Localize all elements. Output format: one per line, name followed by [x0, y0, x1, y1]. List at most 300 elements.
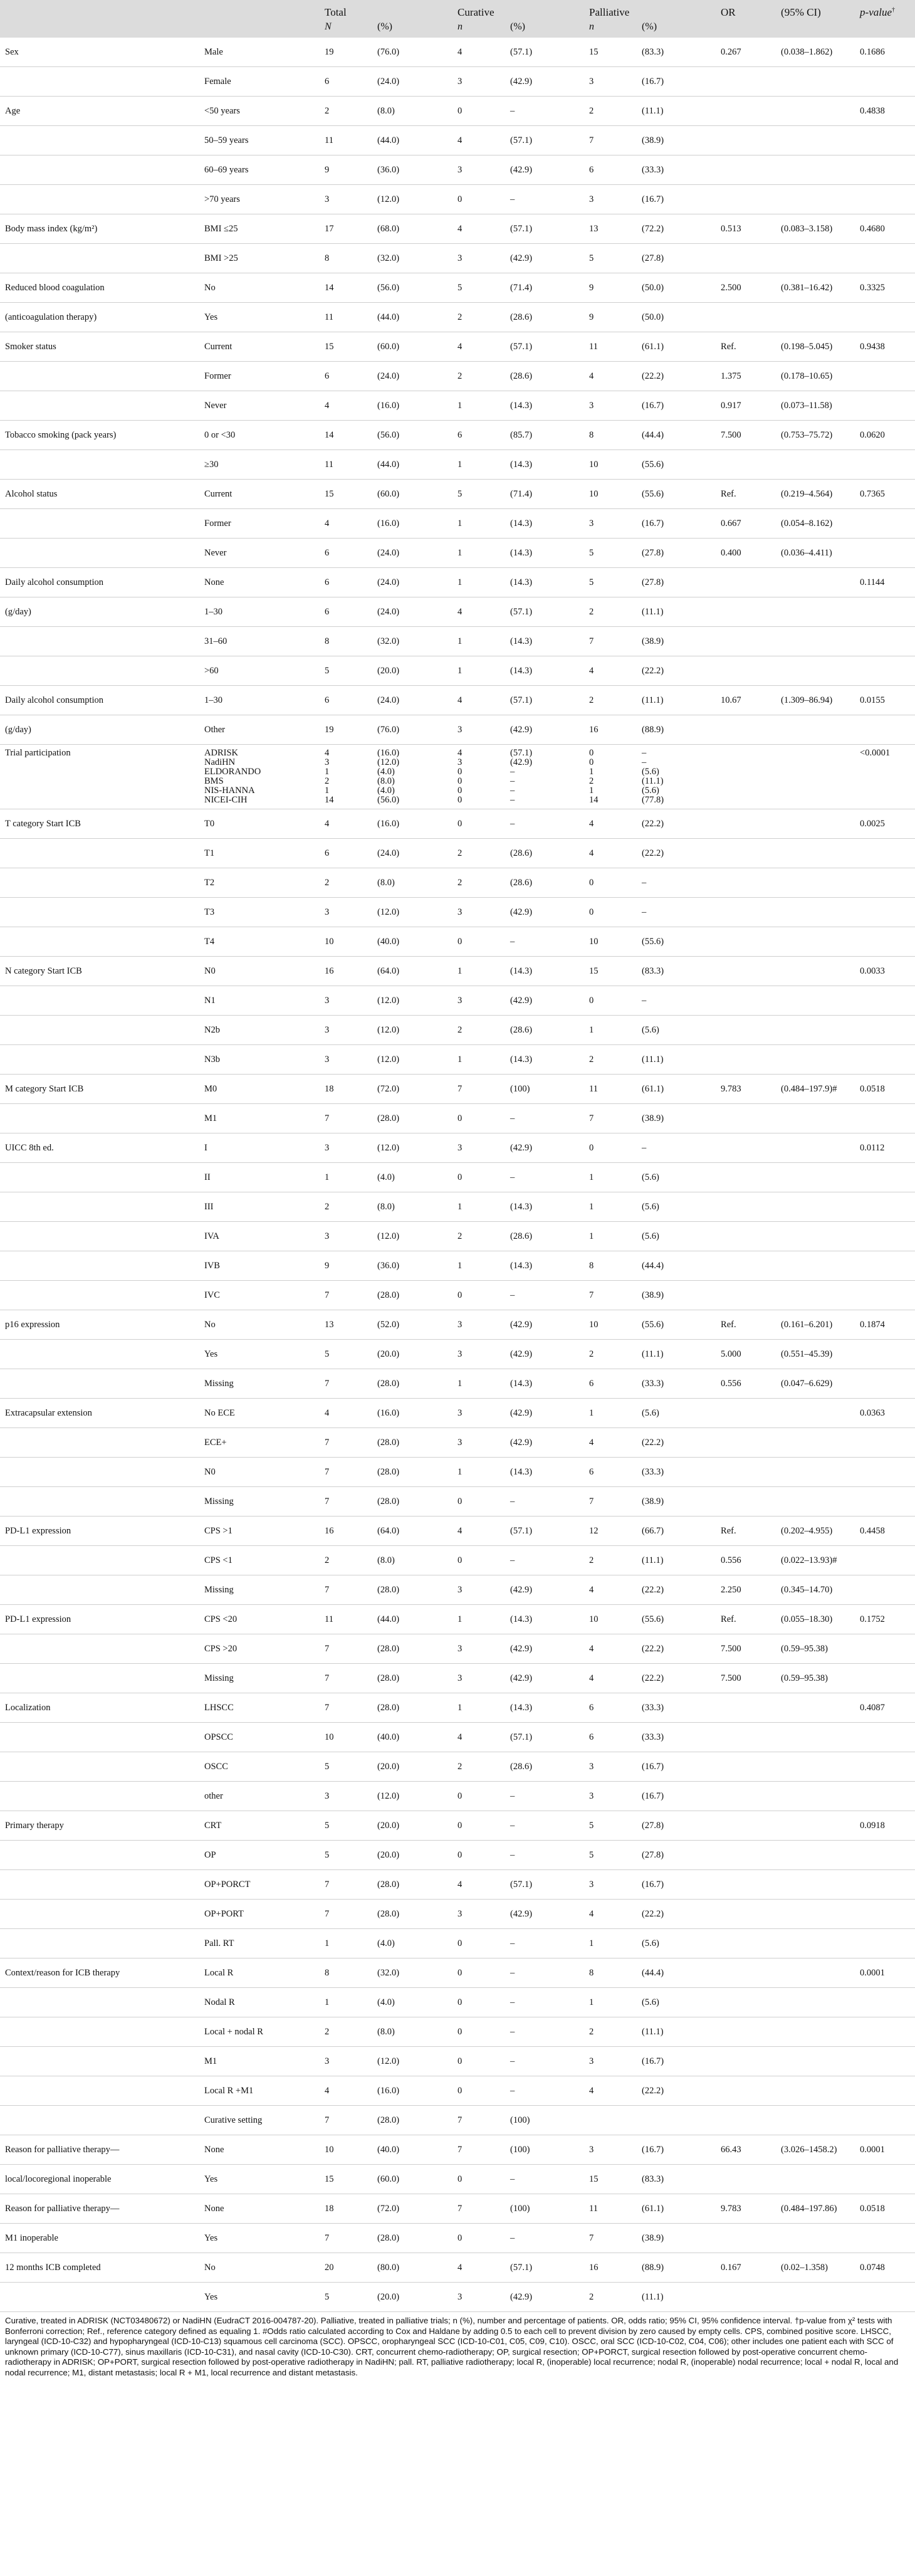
palliative-pct-cell: (22.2): [637, 1428, 716, 1458]
ci-cell: [776, 957, 855, 986]
total-n-cell: 7: [320, 1487, 372, 1517]
ci-cell: (0.202–4.955): [776, 1517, 855, 1546]
palliative-n-cell: 3: [584, 1782, 637, 1811]
total-n-cell: 4: [320, 809, 372, 839]
variable-cell: [0, 1104, 199, 1133]
ci-cell: (0.047–6.629): [776, 1369, 855, 1399]
ci-cell: (0.753–75.72): [776, 421, 855, 450]
palliative-pct-cell: (5.6): [637, 1222, 716, 1251]
palliative-pct-cell: (44.4): [637, 1958, 716, 1988]
total-n-cell: 7: [320, 2224, 372, 2253]
variable-cell: [0, 1251, 199, 1281]
stacked-value: 0: [457, 776, 463, 786]
variable-cell: Trial participation: [0, 745, 199, 809]
variable-cell: [0, 2017, 199, 2047]
total-n-cell: 14: [320, 421, 372, 450]
table-row: [0, 450, 915, 480]
palliative-pct-cell: (11.1): [637, 1045, 716, 1075]
variable-cell: p16 expression: [0, 1310, 199, 1340]
category-cell: CPS <1: [199, 1546, 320, 1575]
total-n-cell: 16: [320, 1517, 372, 1546]
variable-cell: [0, 1369, 199, 1399]
ci-cell: [776, 1487, 855, 1517]
curative-pct-cell: (28.6): [505, 839, 584, 868]
p-value-cell: [855, 450, 915, 480]
curative-n-cell: 2: [452, 1016, 505, 1045]
ci-cell: [776, 1281, 855, 1310]
ci-cell: (0.022–13.93)#: [776, 1546, 855, 1575]
odds-ratio-cell: 0.917: [716, 391, 776, 421]
variable-cell: [0, 1192, 199, 1222]
palliative-pct-cell: (16.7): [637, 1752, 716, 1782]
stacked-value: 4: [325, 748, 330, 758]
category-cell: None: [199, 2194, 320, 2224]
palliative-n-cell: 6: [584, 1723, 637, 1752]
curative-pct-cell: (14.3): [505, 1251, 584, 1281]
category-cell: Never: [199, 539, 320, 568]
header-or: OR: [716, 0, 776, 20]
variable-cell: [0, 1841, 199, 1870]
table-header: [0, 0, 915, 38]
curative-pct-cell: –: [505, 2047, 584, 2076]
palliative-pct-cell: (5.6): [637, 1192, 716, 1222]
p-value-cell: 0.0748: [855, 2253, 915, 2283]
ci-cell: [776, 1045, 855, 1075]
category-cell: T1: [199, 839, 320, 868]
total-pct-cell: (32.0): [372, 627, 452, 656]
ci-cell: [776, 2047, 855, 2076]
palliative-pct-cell: (22.2): [637, 1664, 716, 1693]
table-row: [0, 2135, 915, 2165]
category-cell: I: [199, 1133, 320, 1163]
p-value-cell: [855, 597, 915, 627]
odds-ratio-cell: [716, 1752, 776, 1782]
table-row: [0, 391, 915, 421]
ci-cell: [776, 450, 855, 480]
variable-cell: local/locoregional inoperable: [0, 2165, 199, 2194]
total-pct-cell: (76.0): [372, 715, 452, 745]
palliative-n-cell: 4: [584, 809, 637, 839]
curative-pct-cell: (28.6): [505, 1016, 584, 1045]
odds-ratio-cell: [716, 303, 776, 332]
table-row: [0, 1458, 915, 1487]
odds-ratio-cell: [716, 2224, 776, 2253]
variable-cell: PD-L1 expression: [0, 1605, 199, 1634]
ci-cell: [776, 898, 855, 927]
stacked-value: (77.8): [642, 795, 664, 805]
stacked-value: (5.6): [642, 767, 659, 777]
total-pct-cell: (8.0): [372, 2017, 452, 2047]
curative-n-cell: 3: [452, 244, 505, 273]
total-n-cell: 7: [320, 1634, 372, 1664]
ci-cell: [776, 244, 855, 273]
category-cell: Current: [199, 332, 320, 362]
palliative-n-cell: 6: [584, 1693, 637, 1723]
ci-cell: (3.026–1458.2): [776, 2135, 855, 2165]
category-cell: BMI ≤25: [199, 214, 320, 244]
total-pct-cell: (32.0): [372, 244, 452, 273]
palliative-n-cell: 6: [584, 155, 637, 185]
curative-n-cell: 1: [452, 568, 505, 597]
curative-n-cell: 0: [452, 1104, 505, 1133]
ci-cell: (0.038–1.862): [776, 38, 855, 67]
table-row: [0, 38, 915, 67]
curative-pct-cell: [505, 745, 584, 809]
palliative-pct-cell: (22.2): [637, 1900, 716, 1929]
variable-cell: [0, 839, 199, 868]
total-n-cell: 9: [320, 155, 372, 185]
or-blank: [716, 745, 776, 809]
curative-n-cell: 1: [452, 627, 505, 656]
category-cell: Curative setting: [199, 2106, 320, 2135]
ci-cell: [776, 715, 855, 745]
total-pct-cell: (28.0): [372, 1693, 452, 1723]
odds-ratio-cell: 0.667: [716, 509, 776, 539]
odds-ratio-cell: [716, 656, 776, 686]
curative-n-cell: 0: [452, 1281, 505, 1310]
palliative-pct-cell: (83.3): [637, 38, 716, 67]
total-n-cell: [320, 745, 372, 809]
odds-ratio-cell: [716, 2017, 776, 2047]
palliative-pct-cell: (55.6): [637, 927, 716, 957]
curative-pct-cell: –: [505, 97, 584, 126]
variable-cell: [0, 1340, 199, 1369]
variable-cell: [0, 2047, 199, 2076]
ci-cell: [776, 1693, 855, 1723]
palliative-pct-cell: (5.6): [637, 1399, 716, 1428]
curative-n-cell: 1: [452, 1458, 505, 1487]
total-pct-cell: (16.0): [372, 391, 452, 421]
p-value-cell: [855, 868, 915, 898]
table-row: [0, 1310, 915, 1340]
curative-n-cell: 3: [452, 1133, 505, 1163]
odds-ratio-cell: [716, 1693, 776, 1723]
total-pct-cell: (24.0): [372, 597, 452, 627]
table-row: [0, 1369, 915, 1399]
table-row: [0, 214, 915, 244]
category-cell: II: [199, 1163, 320, 1192]
p-value-cell: [855, 1163, 915, 1192]
curative-pct-cell: (42.9): [505, 1575, 584, 1605]
ci-cell: [776, 1399, 855, 1428]
palliative-n-cell: 10: [584, 480, 637, 509]
table-row: [0, 97, 915, 126]
p-value-cell: [855, 1723, 915, 1752]
total-n-cell: 16: [320, 957, 372, 986]
palliative-n-cell: 1: [584, 1929, 637, 1958]
curative-pct-cell: (57.1): [505, 214, 584, 244]
total-n-cell: 2: [320, 1546, 372, 1575]
p-value-cell: [855, 1487, 915, 1517]
table-row: [0, 126, 915, 155]
category-cell: Former: [199, 509, 320, 539]
category-cell: Local R: [199, 1958, 320, 1988]
total-n-cell: 3: [320, 1016, 372, 1045]
palliative-pct-cell: (22.2): [637, 1634, 716, 1664]
palliative-n-cell: 10: [584, 1310, 637, 1340]
palliative-pct-cell: (27.8): [637, 568, 716, 597]
palliative-n-cell: 4: [584, 1664, 637, 1693]
stacked-value: 14: [589, 795, 599, 805]
palliative-pct-cell: (33.3): [637, 1458, 716, 1487]
palliative-pct-cell: (5.6): [637, 1163, 716, 1192]
palliative-n-cell: 1: [584, 1192, 637, 1222]
palliative-n-cell: 1: [584, 1399, 637, 1428]
total-n-cell: 1: [320, 1988, 372, 2017]
p-value-cell: [855, 1929, 915, 1958]
category-cell: IVC: [199, 1281, 320, 1310]
total-n-cell: 5: [320, 2283, 372, 2312]
stacked-value: 4: [457, 748, 463, 758]
p-value-cell: [855, 1340, 915, 1369]
p-value-cell: [855, 539, 915, 568]
curative-n-cell: 4: [452, 597, 505, 627]
curative-n-cell: 5: [452, 480, 505, 509]
odds-ratio-cell: Ref.: [716, 1517, 776, 1546]
category-cell: Male: [199, 38, 320, 67]
palliative-n-cell: 5: [584, 1811, 637, 1841]
palliative-n-cell: 1: [584, 1016, 637, 1045]
ci-cell: [776, 2224, 855, 2253]
total-n-cell: 6: [320, 362, 372, 391]
p-value-cell: [855, 126, 915, 155]
category-cell: Other: [199, 715, 320, 745]
palliative-n-cell: 11: [584, 332, 637, 362]
ci-cell: (0.02–1.358): [776, 2253, 855, 2283]
palliative-n-cell: 4: [584, 839, 637, 868]
total-pct-cell: (16.0): [372, 2076, 452, 2106]
total-pct-cell: (64.0): [372, 957, 452, 986]
p-value-cell: [855, 1428, 915, 1458]
odds-ratio-cell: [716, 1870, 776, 1900]
odds-ratio-cell: [716, 1163, 776, 1192]
variable-cell: [0, 898, 199, 927]
variable-cell: Daily alcohol consumption: [0, 686, 199, 715]
total-pct-cell: (56.0): [372, 273, 452, 303]
ci-cell: [776, 155, 855, 185]
palliative-n-cell: 8: [584, 1958, 637, 1988]
curative-pct-cell: (14.3): [505, 391, 584, 421]
palliative-pct-cell: (16.7): [637, 2047, 716, 2076]
table-row: [0, 1693, 915, 1723]
palliative-n-cell: 7: [584, 627, 637, 656]
curative-pct-cell: (42.9): [505, 715, 584, 745]
p-value-cell: 0.0001: [855, 2135, 915, 2165]
p-value-cell: [855, 898, 915, 927]
odds-ratio-cell: [716, 1929, 776, 1958]
variable-cell: Age: [0, 97, 199, 126]
odds-ratio-cell: [716, 1104, 776, 1133]
header-pct-curative: (%): [505, 20, 584, 38]
curative-pct-cell: (14.3): [505, 656, 584, 686]
palliative-pct-cell: (33.3): [637, 1723, 716, 1752]
odds-ratio-cell: [716, 1428, 776, 1458]
curative-pct-cell: (57.1): [505, 1870, 584, 1900]
palliative-pct-cell: (22.2): [637, 839, 716, 868]
table-row: [0, 185, 915, 214]
curative-pct-cell: –: [505, 1929, 584, 1958]
total-n-cell: 10: [320, 927, 372, 957]
curative-n-cell: 7: [452, 2194, 505, 2224]
table-row: [0, 1958, 915, 1988]
variable-cell: Tobacco smoking (pack years): [0, 421, 199, 450]
curative-n-cell: 0: [452, 2047, 505, 2076]
variable-cell: [0, 656, 199, 686]
curative-n-cell: 1: [452, 1192, 505, 1222]
curative-n-cell: 2: [452, 362, 505, 391]
variable-cell: Daily alcohol consumption: [0, 568, 199, 597]
palliative-pct-cell: (88.9): [637, 715, 716, 745]
stacked-value: 2: [589, 776, 594, 786]
curative-pct-cell: –: [505, 1811, 584, 1841]
ci-cell: [776, 839, 855, 868]
variable-cell: [0, 1458, 199, 1487]
total-pct-cell: (28.0): [372, 1900, 452, 1929]
ci-cell: [776, 1900, 855, 1929]
variable-cell: [0, 986, 199, 1016]
stacked-value: ELDORANDO: [204, 767, 261, 777]
category-cell: Yes: [199, 2283, 320, 2312]
curative-n-cell: 0: [452, 2076, 505, 2106]
total-pct-cell: (24.0): [372, 539, 452, 568]
palliative-pct-cell: (55.6): [637, 450, 716, 480]
total-n-cell: 11: [320, 126, 372, 155]
palliative-pct-cell: (55.6): [637, 480, 716, 509]
total-n-cell: 3: [320, 1133, 372, 1163]
curative-n-cell: 1: [452, 656, 505, 686]
total-n-cell: 18: [320, 1075, 372, 1104]
palliative-n-cell: 9: [584, 303, 637, 332]
total-pct-cell: (4.0): [372, 1988, 452, 2017]
total-n-cell: 7: [320, 1693, 372, 1723]
category-cell: ≥30: [199, 450, 320, 480]
ci-cell: [776, 809, 855, 839]
total-n-cell: 2: [320, 97, 372, 126]
p-value-cell: 0.0001: [855, 1958, 915, 1988]
category-cell: Local + nodal R: [199, 2017, 320, 2047]
total-pct-cell: (68.0): [372, 214, 452, 244]
palliative-n-cell: 2: [584, 97, 637, 126]
p-value-cell: [855, 1281, 915, 1310]
variable-cell: [0, 1546, 199, 1575]
header-blank: [776, 20, 855, 38]
palliative-n-cell: 13: [584, 214, 637, 244]
curative-pct-cell: (42.9): [505, 1133, 584, 1163]
table-row: [0, 2106, 915, 2135]
total-n-cell: 6: [320, 839, 372, 868]
header-pvalue-label: p-value†: [860, 6, 896, 18]
palliative-n-cell: 4: [584, 1575, 637, 1605]
curative-n-cell: 0: [452, 1988, 505, 2017]
palliative-n-cell: 10: [584, 927, 637, 957]
curative-n-cell: 4: [452, 2253, 505, 2283]
total-pct-cell: (8.0): [372, 97, 452, 126]
table-row: [0, 839, 915, 868]
header-pvalue: [855, 0, 915, 20]
palliative-pct-cell: (38.9): [637, 1487, 716, 1517]
table-row: [0, 1251, 915, 1281]
palliative-pct-cell: (5.6): [637, 1016, 716, 1045]
ci-cell: [776, 1988, 855, 2017]
variable-cell: [0, 1016, 199, 1045]
variable-cell: [0, 2076, 199, 2106]
curative-n-cell: 4: [452, 332, 505, 362]
palliative-pct-cell: (27.8): [637, 244, 716, 273]
total-pct-cell: (12.0): [372, 1045, 452, 1075]
variable-cell: [0, 1045, 199, 1075]
table-row: [0, 1546, 915, 1575]
curative-pct-cell: (14.3): [505, 1458, 584, 1487]
curative-pct-cell: (100): [505, 1075, 584, 1104]
total-pct-cell: (8.0): [372, 868, 452, 898]
total-n-cell: 3: [320, 986, 372, 1016]
total-pct-cell: (28.0): [372, 2224, 452, 2253]
ci-cell: (0.083–3.158): [776, 214, 855, 244]
palliative-pct-cell: (11.1): [637, 1340, 716, 1369]
curative-n-cell: 2: [452, 868, 505, 898]
category-cell: IVB: [199, 1251, 320, 1281]
total-pct-cell: [372, 745, 452, 809]
curative-pct-cell: (28.6): [505, 303, 584, 332]
category-cell: CPS >20: [199, 1634, 320, 1664]
variable-cell: M1 inoperable: [0, 2224, 199, 2253]
total-pct-cell: (36.0): [372, 1251, 452, 1281]
odds-ratio-cell: [716, 155, 776, 185]
palliative-n-cell: 5: [584, 244, 637, 273]
variable-cell: [0, 539, 199, 568]
total-pct-cell: (28.0): [372, 1575, 452, 1605]
total-pct-cell: (8.0): [372, 1192, 452, 1222]
stacked-value: NIS-HANNA: [204, 786, 255, 796]
stacked-value: (56.0): [377, 795, 400, 805]
palliative-pct-cell: (50.0): [637, 273, 716, 303]
variable-cell: [0, 2106, 199, 2135]
p-value-cell: [855, 1458, 915, 1487]
ci-cell: [776, 126, 855, 155]
odds-ratio-cell: [716, 839, 776, 868]
odds-ratio-cell: [716, 97, 776, 126]
odds-ratio-cell: Ref.: [716, 480, 776, 509]
curative-pct-cell: (14.3): [505, 539, 584, 568]
odds-ratio-cell: [716, 809, 776, 839]
table-row: [0, 1163, 915, 1192]
ci-cell: [776, 1811, 855, 1841]
total-n-cell: 7: [320, 1428, 372, 1458]
palliative-pct-cell: (16.7): [637, 1782, 716, 1811]
odds-ratio-cell: [716, 2283, 776, 2312]
stacked-value: –: [510, 767, 515, 777]
variable-cell: [0, 1870, 199, 1900]
curative-pct-cell: (57.1): [505, 1517, 584, 1546]
palliative-pct-cell: (38.9): [637, 1281, 716, 1310]
stacked-value: 0: [457, 767, 463, 777]
curative-n-cell: 4: [452, 126, 505, 155]
category-cell: Female: [199, 67, 320, 97]
palliative-pct-cell: (50.0): [637, 303, 716, 332]
total-n-cell: 8: [320, 1958, 372, 1988]
total-n-cell: 6: [320, 686, 372, 715]
total-n-cell: 5: [320, 1752, 372, 1782]
variable-cell: Extracapsular extension: [0, 1399, 199, 1428]
table-row: [0, 332, 915, 362]
odds-ratio-cell: [716, 927, 776, 957]
palliative-pct-cell: (16.7): [637, 185, 716, 214]
table-row: [0, 1929, 915, 1958]
total-pct-cell: (24.0): [372, 839, 452, 868]
palliative-pct-cell: (22.2): [637, 2076, 716, 2106]
total-pct-cell: (24.0): [372, 568, 452, 597]
p-value-cell: [855, 303, 915, 332]
